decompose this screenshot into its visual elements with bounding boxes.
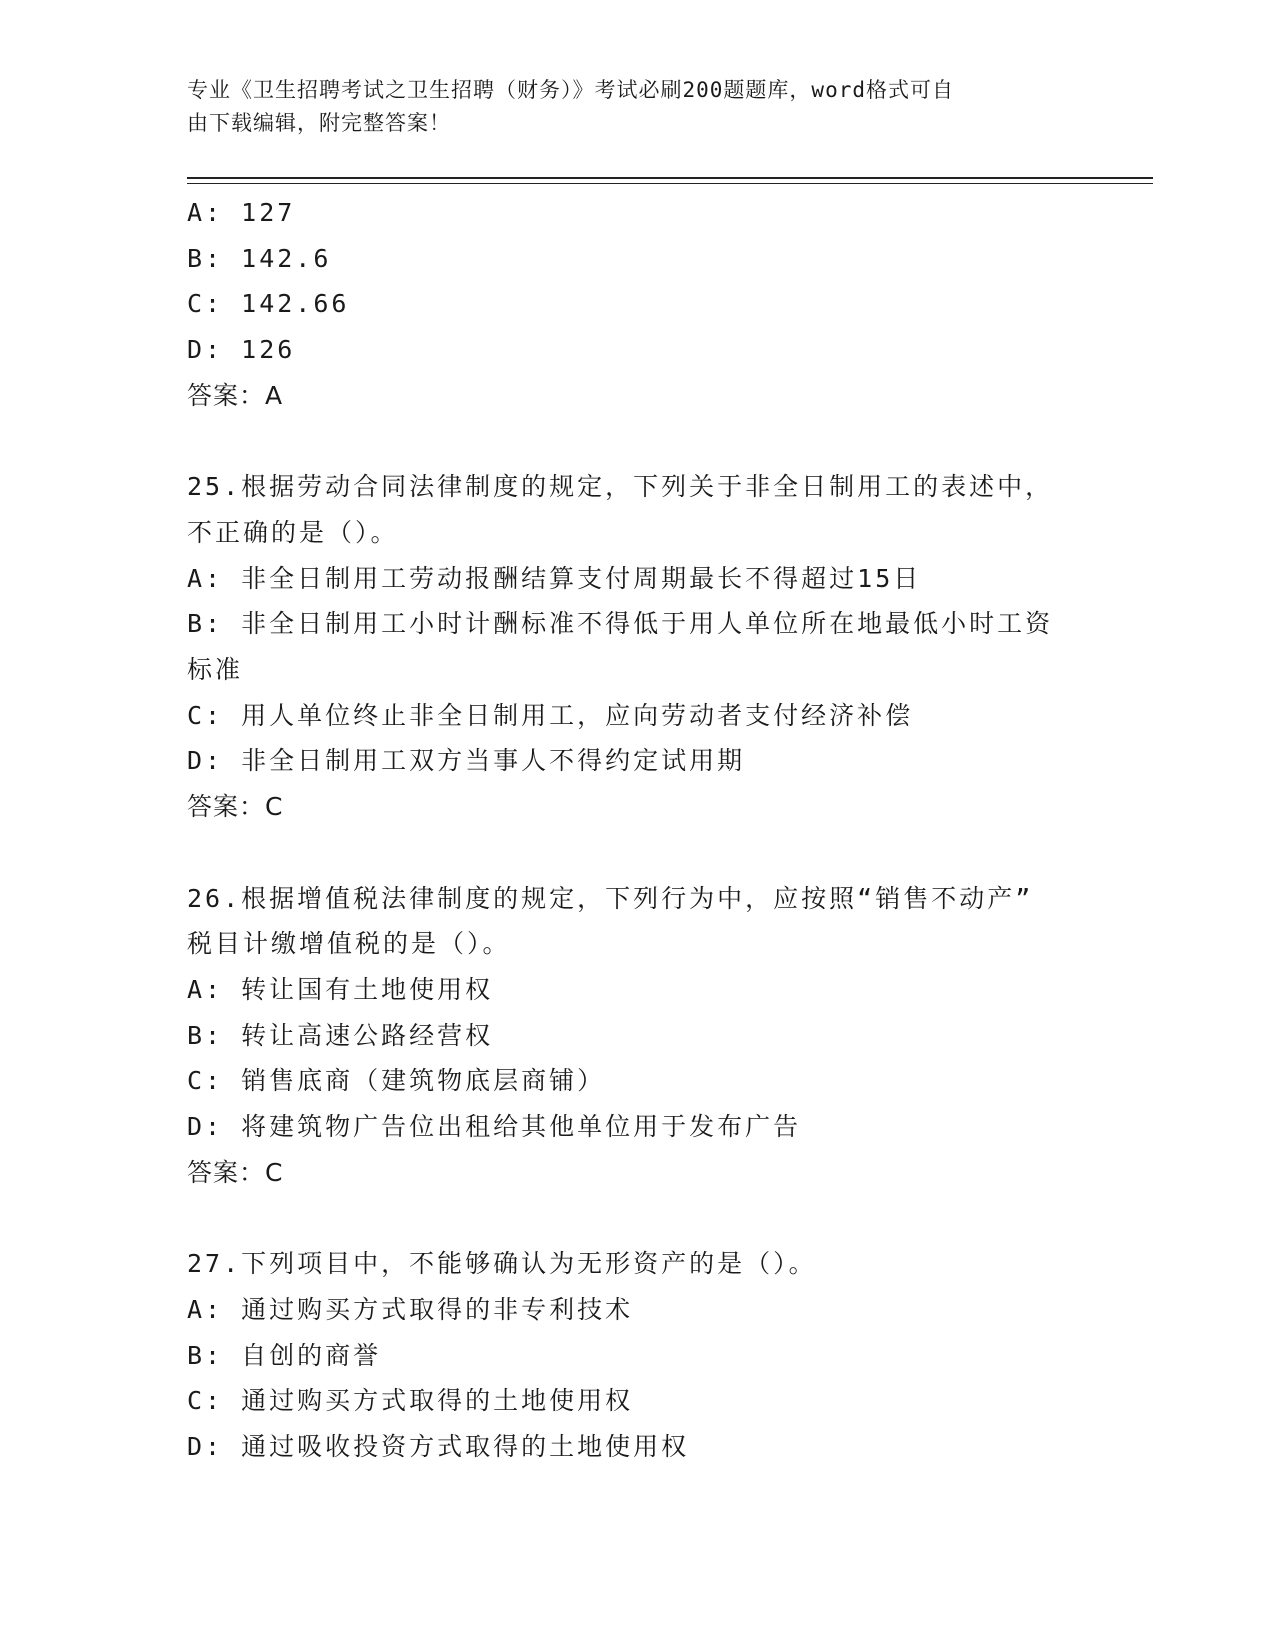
question-text: 25.根据劳动合同法律制度的规定，下列关于非全日制用工的表述中， <box>187 472 1054 502</box>
question-list <box>187 190 1087 1470</box>
question-text: 不正确的是（）。 <box>187 517 399 547</box>
header-rule-thin <box>187 183 1153 184</box>
option-a: A: 127 <box>187 198 296 227</box>
option-b-continued: 标准 <box>187 655 244 685</box>
question-text: 税目计缴增值税的是（）。 <box>187 929 511 959</box>
answer: 答案：C <box>187 1157 284 1187</box>
option-d: D: 通过吸收投资方式取得的土地使用权 <box>187 1431 690 1461</box>
option-a: A: 非全日制用工劳动报酬结算支付周期最长不得超过15日 <box>187 563 922 593</box>
question-block <box>187 876 1087 1196</box>
option-d: D: 将建筑物广告位出租给其他单位用于发布广告 <box>187 1112 802 1142</box>
document-header <box>187 74 1067 140</box>
spacer <box>187 830 1087 876</box>
option-b: B: 转让高速公路经营权 <box>187 1020 494 1050</box>
option-b: B: 142.6 <box>187 243 332 273</box>
question-block <box>187 190 1087 419</box>
option-a: A: 转让国有土地使用权 <box>187 974 494 1004</box>
option-d: D: 126 <box>187 335 296 365</box>
header-title-line-2: 由下载编辑，附完整答案！ <box>187 111 451 135</box>
option-c: C: 销售底商（建筑物底层商铺） <box>187 1066 606 1096</box>
option-c: C: 142.66 <box>187 289 350 319</box>
question-block <box>187 464 1087 830</box>
option-d: D: 非全日制用工双方当事人不得约定试用期 <box>187 746 746 776</box>
spacer <box>187 1195 1087 1241</box>
answer: 答案：C <box>187 792 284 822</box>
header-rule-thick <box>187 177 1153 179</box>
option-b: B: 自创的商誉 <box>187 1340 382 1370</box>
spacer <box>187 419 1087 465</box>
option-c: C: 用人单位终止非全日制用工，应向劳动者支付经济补偿 <box>187 700 914 730</box>
question-block <box>187 1241 1087 1470</box>
header-title-line-1: 专业《卫生招聘考试之卫生招聘（财务）》考试必刷200题题库，word格式可自 <box>187 78 954 102</box>
option-a: A: 通过购买方式取得的非专利技术 <box>187 1294 634 1324</box>
answer: 答案：A <box>187 380 284 410</box>
question-text: 27.下列项目中，不能够确认为无形资产的是（）。 <box>187 1249 817 1279</box>
question-text: 26.根据增值税法律制度的规定，下列行为中，应按照“销售不动产” <box>187 883 1034 913</box>
option-c: C: 通过购买方式取得的土地使用权 <box>187 1386 634 1416</box>
option-b: B: 非全日制用工小时计酬标准不得低于用人单位所在地最低小时工资 <box>187 609 1054 639</box>
